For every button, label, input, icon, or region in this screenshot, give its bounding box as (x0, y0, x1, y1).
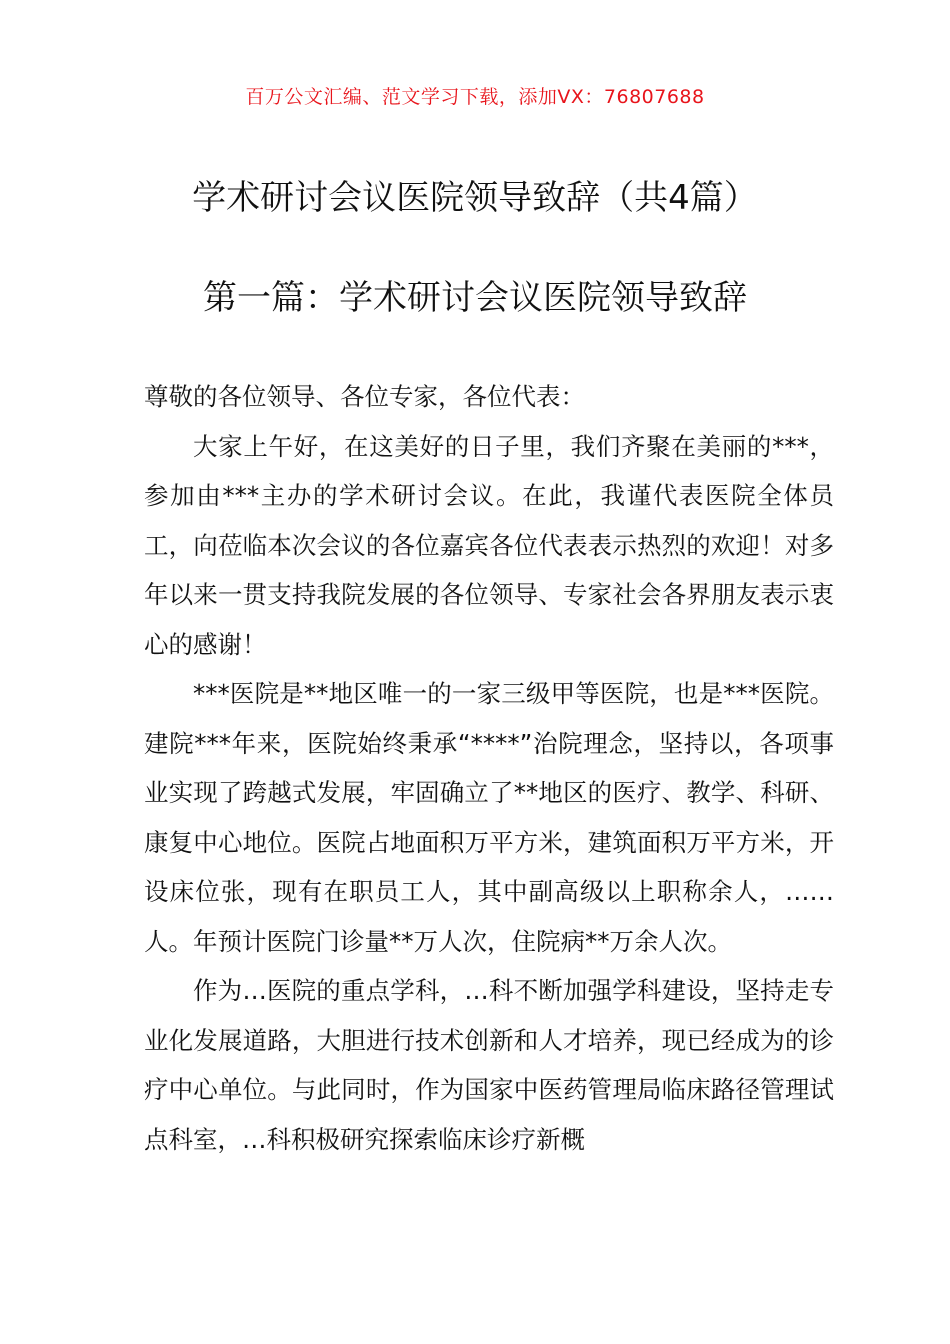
document-subtitle: 第一篇：学术研讨会议医院领导致辞 (203, 278, 747, 318)
body-paragraph: 作为…医院的重点学科，…科不断加强学科建设，坚持走专业化发展道路，大胆进行技术创新和人才培养，现已经成为的诊疗中心单位。与此同时，作为国家中医药管理局临床路径管理试点科室，…科积极研究探索临床诊疗新概 (144, 976, 834, 1154)
body-paragraph: ***医院是**地区唯一的一家三级甲等医院，也是***医院。建院***年来，医院始终秉承“****”治院理念，坚持以，各项事业实现了跨越式发展，牢固确立了**地区的医疗、教学、科研、康复中心地位。医院占地面积万平方米，建筑面积万平方米，开设床位张，现有在职员工人，其中副高级以上职称余人，……人。年预计医院门诊量**万人次，住院病**万余人次。 (144, 679, 834, 956)
body-paragraph: 大家上午好，在这美好的日子里，我们齐聚在美丽的***，参加由***主办的学术研讨会议。在此，我谨代表医院全体员工，向莅临本次会议的各位嘉宾各位代表表示热烈的欢迎！对多年以来一贯支持我院发展的各位领导、专家社会各界朋友表示衷心的感谢！ (144, 431, 834, 659)
salutation-paragraph: 尊敬的各位领导、各位专家，各位代表： (144, 382, 585, 411)
document-title: 学术研讨会议医院领导致辞（共4篇） (192, 178, 758, 218)
document-body (144, 372, 834, 1164)
download-banner: 百万公文汇编、范文学习下载，添加VX：76807688 (245, 86, 705, 108)
